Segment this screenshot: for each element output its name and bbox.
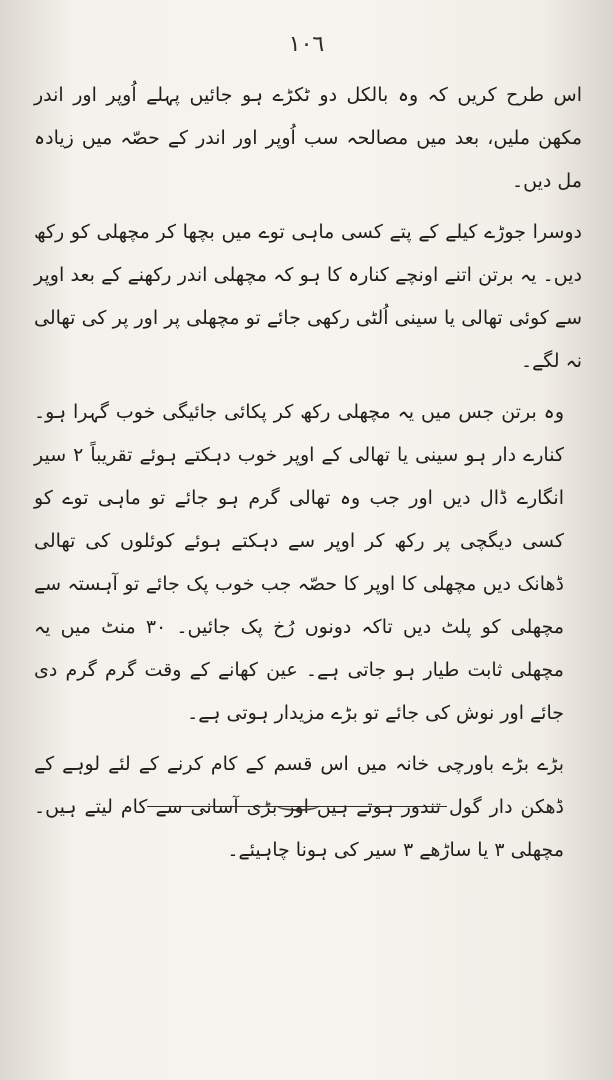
page-number: ١٠٦ (288, 32, 325, 57)
section-divider-ornament (276, 799, 320, 811)
paragraph-3: وہ برتن جس میں یہ مچھلی رکھ کر پکائی جائیگی خوب گہرا ہو۔ کنارے دار ہو سینی یا تھالی کے اوپر خوب دہکتے ہوئے تقریباً ۲ سیر انگارے ڈال دیں اور جب وہ تھالی گرم ہو جائے تو ماہی توے کو کسی دیگچی پر رکھ کر اوپر سے دہکتے ہوئے کوئلوں کی تھالی ڈھانک دیں مچھلی کا اوپر کا حصّہ جب خوب پک جائے تو آہستہ سے مچھلی کو پلٹ دیں تاکہ دونوں رُخ پک جائیں۔ ۳۰ منٹ میں یہ مچھلی ثابت طیار ہو جاتی ہے۔ عین کھانے کے وقت گرم گرم دی جائے اور نوش کی جائے تو بڑے مزیدار ہوتی ہے۔ (34, 401, 565, 724)
paragraph-1: اس طرح کریں کہ وہ بالکل دو ٹکڑے ہو جائیں پہلے اُوپر اور اندر مکھن ملیں، بعد میں مصالحہ سب اُوپر اور اندر کے حصّہ میں زیادہ مل دیں۔ (34, 84, 582, 192)
paragraph-2: دوسرا جوڑے کیلے کے پتے کسی ماہی توے میں بچھا کر مچھلی کو رکھ دیں۔ یہ برتن اتنے اونچے کنارہ کا ہو کہ مچھلی اندر رکھنے کے بعد اوپر سے کوئی تھالی یا سینی اُلٹی رکھی جائے تو مچھلی پر اور پر کی تھالی نہ لگے۔ (34, 221, 582, 372)
page-text-body (34, 74, 582, 880)
paragraph-4: بڑے بڑے باورچی خانہ میں اس قسم کے کام کرنے کے لئے لوہے کے ڈھکن دار گول تندور ہوتے ہیں اور بڑی آسانی سے کام لیتے ہیں۔ مچھلی ۳ یا ساڑھے ۳ سیر کی ہونا چاہیئے۔ (34, 753, 564, 861)
